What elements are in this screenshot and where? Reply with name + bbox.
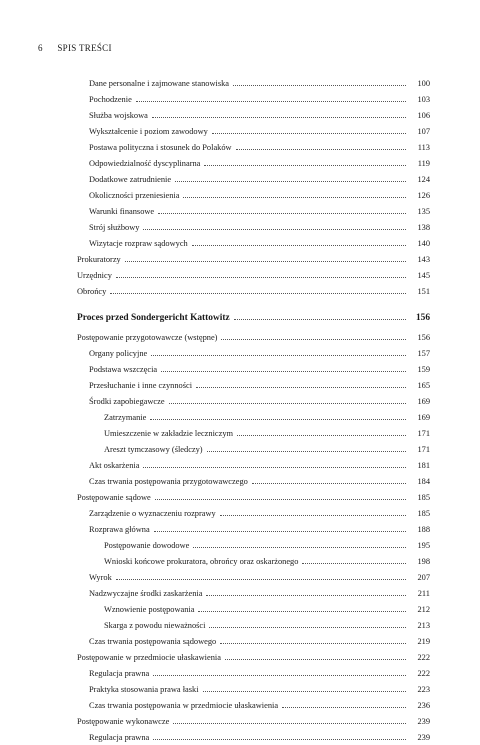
toc-entry-label: Zatrzymanie <box>104 413 147 422</box>
dot-leader <box>175 172 406 182</box>
dot-leader <box>169 394 406 404</box>
toc-entry <box>0 570 480 584</box>
toc-entry <box>0 156 480 170</box>
dot-leader <box>153 730 406 740</box>
toc-entry-page-number: 185 <box>417 509 430 518</box>
toc-entry-label: Urzędnicy <box>77 271 112 280</box>
dot-leader <box>153 666 406 676</box>
dot-leader <box>116 268 406 278</box>
dot-leader <box>196 378 406 388</box>
toc-entry-label: Postępowanie w przedmiocie ułaskawienia <box>77 653 221 662</box>
dot-leader <box>220 506 406 516</box>
toc-entry-page-number: 103 <box>417 95 430 104</box>
dot-leader <box>212 124 406 134</box>
toc-entry-label: Rozprawa główna <box>89 525 150 534</box>
toc-entry-label: Postawa polityczna i stosunek do Polaków <box>89 143 232 152</box>
dot-leader <box>282 698 406 708</box>
toc-entry-page-number: 113 <box>417 143 430 152</box>
toc-entry-page-number: 211 <box>417 589 430 598</box>
toc-entry <box>0 602 480 616</box>
toc-entry-page-number: 195 <box>417 541 430 550</box>
toc-entry <box>0 204 480 218</box>
toc-entry-page-number: 181 <box>417 461 430 470</box>
toc-entry-label: Okoliczności przeniesienia <box>89 191 180 200</box>
toc-entry-page-number: 100 <box>417 79 430 88</box>
toc-entry-label: Organy policyjne <box>89 349 148 358</box>
toc-entry <box>0 634 480 648</box>
toc-entry-label: Zarządzenie o wyznaczeniu rozprawy <box>89 509 216 518</box>
toc-entry-label: Dodatkowe zatrudnienie <box>89 175 172 184</box>
toc-entry-page-number: 222 <box>417 669 430 678</box>
toc-entry-label: Warunki finansowe <box>89 207 155 216</box>
toc-entry-page-number: 140 <box>417 239 430 248</box>
dot-leader <box>154 522 406 532</box>
toc-entry-label: Prokuratorzy <box>77 255 121 264</box>
toc-entry-label: Praktyka stosowania prawa łaski <box>89 685 199 694</box>
dot-leader <box>220 634 406 644</box>
dot-leader <box>204 156 406 166</box>
dot-leader <box>150 410 406 420</box>
toc-entry-label: Wykształcenie i poziom zawodowy <box>89 127 208 136</box>
toc-entry-label: Służba wojskowa <box>89 111 148 120</box>
toc-entry <box>0 220 480 234</box>
dot-leader <box>252 474 406 484</box>
toc-entry-page-number: 151 <box>417 287 430 296</box>
toc-entry-label: Czas trwania postępowania sądowego <box>89 637 217 646</box>
toc-entry <box>0 252 480 266</box>
toc-entry <box>0 378 480 392</box>
toc-entry <box>0 330 480 344</box>
toc-entry <box>0 586 480 600</box>
toc-entry-page-number: 185 <box>417 493 430 502</box>
dot-leader <box>151 346 406 356</box>
dot-leader <box>158 204 406 214</box>
toc-entry-page-number: 106 <box>417 111 430 120</box>
dot-leader <box>183 188 406 198</box>
toc-entry-page-number: 143 <box>417 255 430 264</box>
toc-entry-page-number: 184 <box>417 477 430 486</box>
toc-entry <box>0 140 480 154</box>
toc-entry-page-number: 222 <box>417 653 430 662</box>
toc-entry-label: Pochodzenie <box>89 95 132 104</box>
page-number: 6 <box>38 43 43 53</box>
toc-entry-label: Wyrok <box>89 573 112 582</box>
toc-entry-label: Środki zapobiegawcze <box>89 397 165 406</box>
toc-entry <box>0 124 480 138</box>
toc-entry-page-number: 157 <box>417 349 430 358</box>
toc-entry <box>0 108 480 122</box>
toc-entry-label: Wznowienie postępowania <box>104 605 195 614</box>
toc-entry-page-number: 219 <box>417 637 430 646</box>
toc-entry-label: Postępowanie sądowe <box>77 493 151 502</box>
toc-entry-label: Obrońcy <box>77 287 107 296</box>
toc-entry-page-number: 169 <box>417 413 430 422</box>
toc-entry-label: Czas trwania postępowania w przedmiocie ułaskawienia <box>89 701 279 710</box>
toc-entry-page-number: 119 <box>417 159 430 168</box>
toc-entry-page-number: 212 <box>417 605 430 614</box>
toc-entry-label: Akt oskarżenia <box>89 461 140 470</box>
toc-entry-label: Postępowanie przygotowawcze (wstępne) <box>77 333 218 342</box>
toc-entry-label: Umieszczenie w zakładzie leczniczym <box>104 429 234 438</box>
dot-leader <box>110 284 406 294</box>
toc-entry-label: Wnioski końcowe prokuratora, obrońcy oraz oskarżonego <box>104 557 299 566</box>
toc-entry <box>0 698 480 712</box>
dot-leader <box>136 92 406 102</box>
toc-entry-page-number: 171 <box>417 445 430 454</box>
dot-leader <box>193 538 406 548</box>
toc-entry <box>0 76 480 90</box>
toc-entry <box>0 410 480 424</box>
dot-leader <box>225 650 406 660</box>
toc-entry-label: Przesłuchanie i inne czynności <box>89 381 193 390</box>
toc-entry <box>0 458 480 472</box>
toc-entry <box>0 346 480 360</box>
toc-entry <box>0 236 480 250</box>
dot-leader <box>161 362 406 372</box>
toc-entry-page-number: 135 <box>417 207 430 216</box>
toc-entry-page-number: 239 <box>417 717 430 726</box>
dot-leader <box>206 586 406 596</box>
toc-entry-page-number: 107 <box>417 127 430 136</box>
toc-entry-page-number: 207 <box>417 573 430 582</box>
toc-entry-page-number: 236 <box>417 701 430 710</box>
dot-leader <box>152 108 406 118</box>
toc-entry <box>0 730 480 744</box>
toc-entry-label: Regulacja prawna <box>89 669 150 678</box>
dot-leader <box>233 76 406 86</box>
toc-entry-label: Postępowanie dowodowe <box>104 541 190 550</box>
toc-entry-label: Proces przed Sondergericht Kattowitz <box>77 313 230 323</box>
toc-entry-page-number: 171 <box>417 429 430 438</box>
toc-entry <box>0 554 480 568</box>
dot-leader <box>143 458 406 468</box>
dot-leader <box>155 490 406 500</box>
toc-entry <box>0 172 480 186</box>
toc-entry-page-number: 239 <box>417 733 430 742</box>
dot-leader <box>209 618 406 628</box>
toc-entry-page-number: 223 <box>417 685 430 694</box>
toc-entry <box>0 714 480 728</box>
toc-entry-page-number: 188 <box>417 525 430 534</box>
dot-leader <box>234 310 406 320</box>
toc-entry <box>0 394 480 408</box>
toc-entry <box>0 442 480 456</box>
dot-leader <box>207 442 406 452</box>
toc-entry <box>0 506 480 520</box>
dot-leader <box>173 714 406 724</box>
toc-entry-page-number: 213 <box>417 621 430 630</box>
toc-entry-page-number: 138 <box>417 223 430 232</box>
toc-entry <box>0 426 480 440</box>
dot-leader <box>302 554 406 564</box>
dot-leader <box>192 236 406 246</box>
toc-entry-page-number: 165 <box>417 381 430 390</box>
toc-entry-label: Czas trwania postępowania przygotowawczego <box>89 477 248 486</box>
toc-entry <box>0 682 480 696</box>
toc-entry <box>0 618 480 632</box>
toc-entry-label: Areszt tymczasowy (śledczy) <box>104 445 203 454</box>
toc-entry-page-number: 156 <box>417 333 430 342</box>
toc-entry <box>0 650 480 664</box>
toc-entry-label: Dane personalne i zajmowane stanowiska <box>89 79 229 88</box>
toc-entry-label: Odpowiedzialność dyscyplinarna <box>89 159 201 168</box>
running-title: SPIS TREŚCI <box>57 43 112 53</box>
toc-entry-label: Wizytacje rozpraw sądowych <box>89 239 188 248</box>
toc-entry-page-number: 124 <box>417 175 430 184</box>
toc-entry-label: Podstawa wszczęcia <box>89 365 158 374</box>
dot-leader <box>125 252 406 262</box>
toc-entry <box>0 490 480 504</box>
toc-entry-label: Regulacja prawna <box>89 733 150 742</box>
toc-entry-label: Postępowanie wykonawcze <box>77 717 170 726</box>
toc-entry-page-number: 198 <box>417 557 430 566</box>
dot-leader <box>236 140 406 150</box>
dot-leader <box>143 220 406 230</box>
toc-entry-label: Strój służbowy <box>89 223 140 232</box>
toc-entry-page-number: 126 <box>417 191 430 200</box>
toc-entry-label: Skarga z powodu nieważności <box>104 621 206 630</box>
toc-entry <box>0 362 480 376</box>
toc-entry-page-number: 156 <box>415 313 430 323</box>
toc-entry <box>0 538 480 552</box>
dot-leader <box>116 570 406 580</box>
toc-entry <box>0 522 480 536</box>
toc-chapter-heading <box>0 310 480 324</box>
dot-leader <box>198 602 406 612</box>
toc-entry <box>0 284 480 298</box>
toc-entry-page-number: 169 <box>417 397 430 406</box>
toc-entry-page-number: 145 <box>417 271 430 280</box>
toc-entry-label: Nadzwyczajne środki zaskarżenia <box>89 589 203 598</box>
toc-entry <box>0 474 480 488</box>
toc-entry <box>0 666 480 680</box>
toc-entry <box>0 188 480 202</box>
dot-leader <box>237 426 406 436</box>
dot-leader <box>221 330 406 340</box>
dot-leader <box>203 682 406 692</box>
running-header <box>38 43 112 53</box>
toc-entry <box>0 92 480 106</box>
toc-entry <box>0 268 480 282</box>
toc-entry-page-number: 159 <box>417 365 430 374</box>
